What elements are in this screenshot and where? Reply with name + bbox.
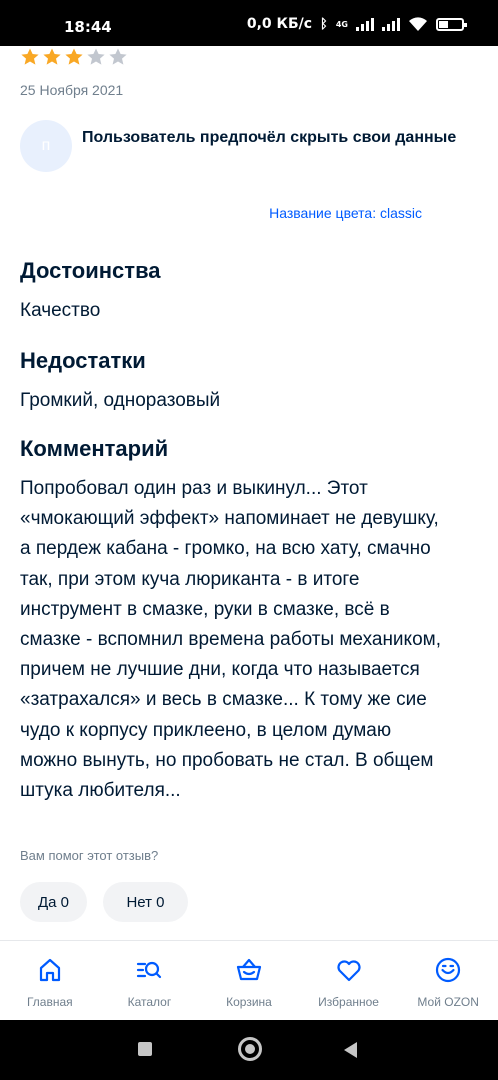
comment-title: Комментарий [20,436,169,461]
status-icons [247,16,464,32]
heart-icon [334,955,364,985]
nav-my-ozon[interactable] [398,941,498,1020]
star-empty-icon [108,47,128,67]
back-icon[interactable] [344,1042,357,1058]
battery-icon [436,18,464,31]
nav-my-ozon-label: Мой OZON [417,995,479,1009]
status-time: 18:44 [64,18,112,36]
color-name-link[interactable]: Название цвета: classic [269,205,422,221]
bottom-nav [0,941,498,1020]
nav-basket-label: Корзина [226,995,272,1009]
star-filled-icon [20,47,40,67]
cons-text: Громкий, одноразовый [20,390,221,411]
pros-text: Качество [20,300,101,321]
nav-home-label: Главная [26,995,73,1009]
cons-title: Недостатки [20,348,146,373]
signal-icon-2 [382,17,400,31]
smile-icon [433,955,463,985]
basket-icon [234,955,264,985]
star-empty-icon [86,47,106,67]
avatar: п [20,120,72,172]
nav-favorites[interactable] [299,941,399,1020]
home-icon [35,955,65,985]
nav-catalog[interactable] [100,941,200,1020]
nav-catalog-label: Каталог [127,995,172,1009]
signal-icon [356,17,374,31]
nav-basket[interactable] [199,941,299,1020]
status-bar [0,0,498,46]
system-nav-bar [0,1020,498,1080]
helpful-question: Вам помог этот отзыв? [20,848,159,863]
pros-title: Достоинства [20,258,161,283]
rating-stars [20,47,128,67]
review-date: 25 Ноября 2021 [20,82,124,98]
helpful-yes-button[interactable]: Да 0 [20,882,87,922]
helpful-no-button[interactable]: Нет 0 [103,882,188,922]
bluetooth-icon: ᛒ [320,16,328,32]
star-filled-icon [64,47,84,67]
home-button-icon[interactable] [238,1037,262,1061]
comment-text: Попробовал один раз и выкинул... Этот «чмокающий эффект» напоминает не девушку, а пердеж кабана - громко, на всю хату, смачно так, при этом куча люриканта - в итоге инструмент в смазке, руки в смазке, всё в смазке - вспомнил времена работы механиком, причем не лучшие дни, когда что называется «затрахался» и весь в смазке... К тому же сие чудо к корпусу приклеено, в целом думаю можно вынуть, но пробовать не стал. В общем штука любителя... [20,478,441,802]
wifi-icon [408,17,428,32]
network-type: 4G [335,19,348,29]
recent-apps-icon[interactable] [138,1042,152,1056]
catalog-search-icon [134,955,164,985]
user-name: Пользователь предпочёл скрыть свои данные [82,129,457,146]
network-speed: 0,0 КБ/с [246,16,313,32]
nav-favorites-label: Избранное [318,995,379,1009]
star-filled-icon [42,47,62,67]
nav-home[interactable] [0,941,100,1020]
helpful-buttons [20,882,188,922]
